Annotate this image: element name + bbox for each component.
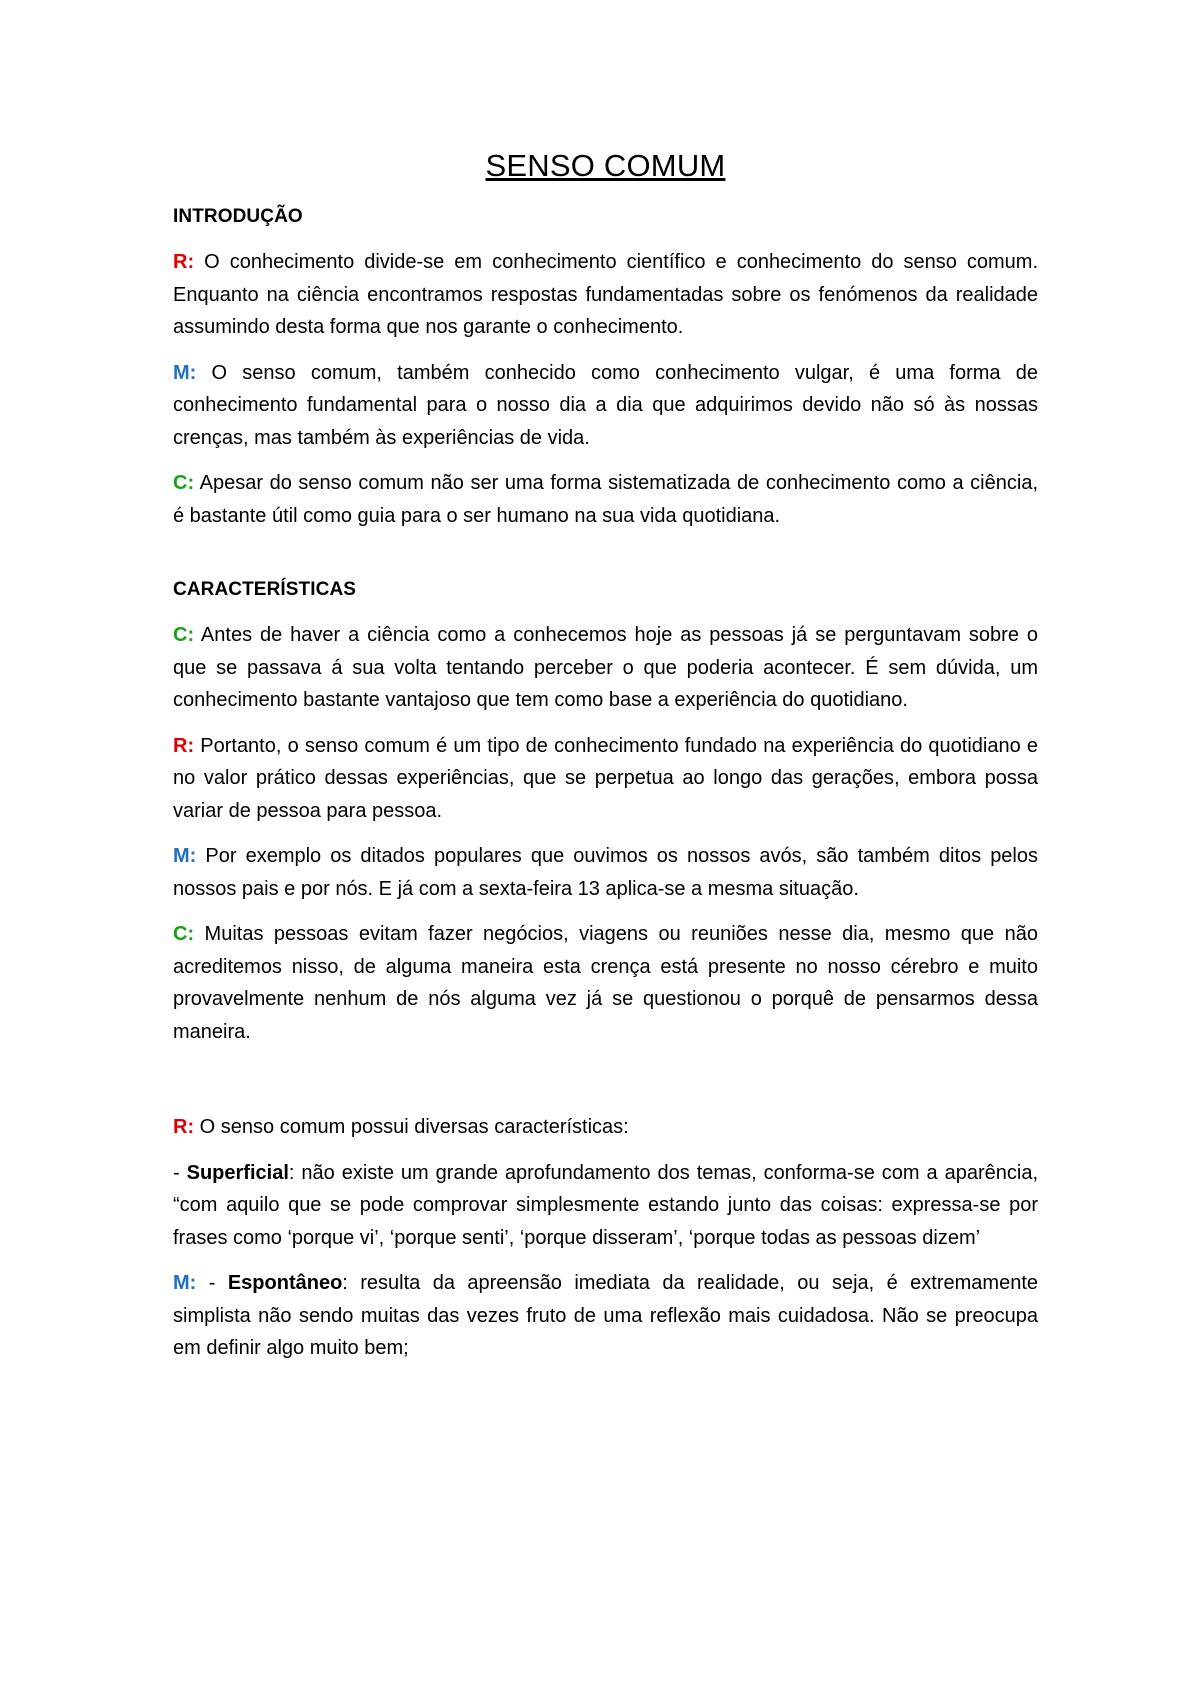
document-body	[173, 148, 1038, 1378]
spacer	[173, 1061, 1038, 1111]
paragraph	[173, 246, 1038, 344]
term-espontaneo: Espontâneo	[227, 1272, 343, 1294]
speaker-tag-c: C:	[173, 923, 195, 945]
paragraph-text: Muitas pessoas evitam fazer negócios, viagens ou reuniões nesse dia, mesmo que não acreditemos nisso, de alguma maneira esta crença está presente no nosso cérebro e muito provavelmente nenhum de nós alguma vez já se questionou o porquê de pensarmos dessa maneira.	[173, 923, 1038, 1043]
speaker-tag-r: R:	[173, 1116, 195, 1138]
speaker-tag-c: C:	[173, 624, 195, 646]
paragraph-text: Antes de haver a ciência como a conhecemos hoje as pessoas já se perguntavam sobre o que se passava á sua volta tentando perceber o que poderia acontecer. É sem dúvida, um conhecimento bastante vantajoso que tem como base a experiência do quotidiano.	[173, 624, 1038, 711]
speaker-tag-c: C:	[173, 472, 195, 494]
paragraph-text: : resulta da apreensão imediata da realidade, ou seja, é extremamente simplista não sendo muitas das vezes fruto de uma reflexão mais cuidadosa. Não se preocupa em definir algo muito bem;	[173, 1272, 1038, 1359]
speaker-tag-m: M:	[173, 361, 197, 384]
list-dash: -	[196, 1272, 228, 1294]
paragraph-text: : não existe um grande aprofundamento dos temas, conforma-se com a aparência, “com aquilo que se pode comprovar simplesmente estando junto das coisas: expressa-se por frases como ‘porque vi’, ‘porque senti’, ‘porque disseram’, ‘porque todas as pessoas dizem’	[173, 1161, 1038, 1249]
speaker-tag-r: R:	[173, 251, 195, 273]
page-title: SENSO COMUM	[485, 148, 726, 183]
paragraph-text: O senso comum possui diversas características:	[194, 1116, 629, 1138]
paragraph-text: Apesar do senso comum não ser uma forma sistematizada de conhecimento como a ciência, é bastante útil como guia para o ser humano na sua vida quotidiana.	[173, 472, 1038, 527]
paragraph-text: O conhecimento divide-se em conhecimento científico e conhecimento do senso comum. Enquanto na ciência encontramos respostas fundamentadas sobre os fenómenos da realidade assumindo desta forma que nos garante o conhecimento.	[173, 251, 1038, 338]
paragraph-text: Por exemplo os ditados populares que ouvimos os nossos avós, são também ditos pelos nossos pais e por nós. E já com a sexta-feira 13 aplica-se a mesma situação.	[173, 845, 1038, 900]
speaker-tag-r: R:	[173, 734, 195, 757]
term-superficial: Superficial	[186, 1161, 289, 1184]
paragraph-text: O senso comum, também conhecido como conhecimento vulgar, é uma forma de conhecimento fundamental para o nosso dia a dia que adquirimos devido não só às nossas crenças, mas também às experiências de vida.	[173, 361, 1038, 449]
paragraph	[173, 1157, 1038, 1255]
spacer	[173, 545, 1038, 579]
paragraph	[173, 730, 1038, 828]
speaker-tag-m: M:	[173, 845, 197, 867]
list-dash: -	[173, 1161, 187, 1184]
paragraph	[173, 357, 1038, 455]
paragraph	[173, 619, 1038, 717]
paragraph	[173, 1111, 1038, 1144]
section-heading-introducao: INTRODUÇÃO	[173, 206, 303, 227]
paragraph	[173, 1267, 1038, 1365]
paragraph	[173, 840, 1038, 905]
section-heading-caracteristicas: CARACTERÍSTICAS	[173, 579, 357, 600]
paragraph	[173, 918, 1038, 1048]
paragraph	[173, 467, 1038, 532]
paragraph-text: Portanto, o senso comum é um tipo de conhecimento fundado na experiência do quotidiano e no valor prático dessas experiências, que se perpetua ao longo das gerações, embora possa variar de pessoa para pessoa.	[173, 734, 1038, 822]
speaker-tag-m: M:	[173, 1272, 197, 1294]
